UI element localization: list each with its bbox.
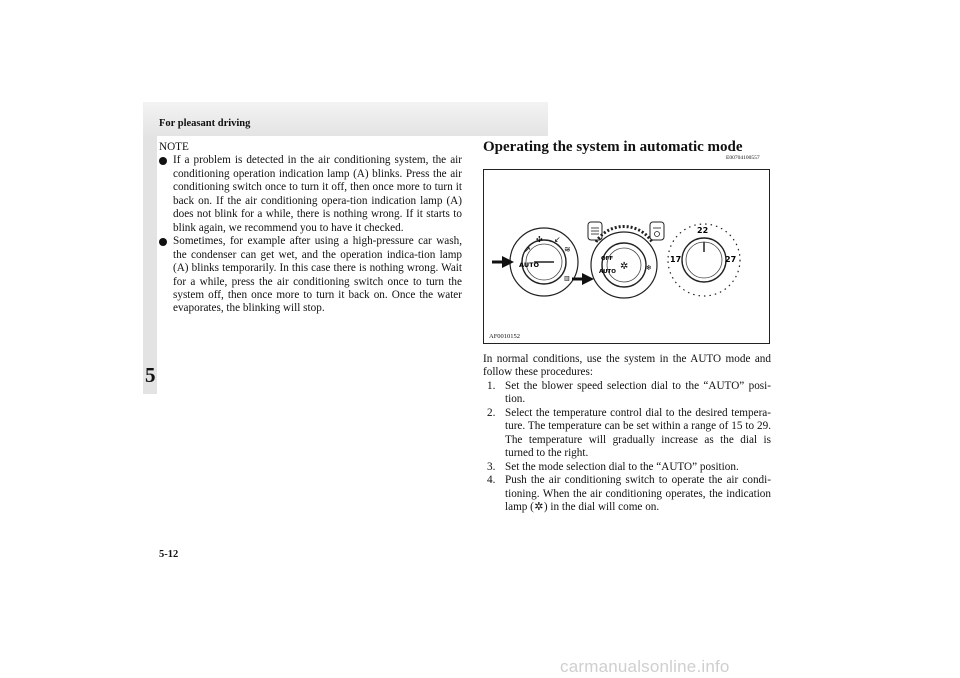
figure-code: AF0010152 <box>489 333 521 340</box>
step-text: Set the blower speed selection dial to the “AUTO” posi-tion. <box>505 379 771 406</box>
step-number: 1. <box>487 379 496 392</box>
chapter-number: 5 <box>145 363 156 387</box>
procedure-step <box>483 380 771 407</box>
procedure-steps <box>483 380 771 515</box>
page-number: 5-12 <box>159 549 179 560</box>
intro-text: In normal conditions, use the system in the AUTO mode and follow these procedures: <box>483 353 771 379</box>
section-title: Operating the system in automatic mode <box>483 139 743 155</box>
procedure-block <box>483 353 771 514</box>
recirculation-button <box>650 222 664 240</box>
climate-control-illustration <box>484 170 769 343</box>
section-code: E00704100557 <box>726 155 760 161</box>
blower-speed-dial <box>492 228 578 296</box>
rear-defrost-button <box>588 222 602 240</box>
note-item <box>159 154 462 235</box>
ac-lamp-icon: ✲ <box>534 500 544 513</box>
step-number: 4. <box>487 474 496 487</box>
svg-text:❄: ❄ <box>646 264 652 272</box>
step-text: Push the air conditioning switch to operate the air condi-tioning. When the air conditioning operates, the indication lamp ( <box>505 474 771 513</box>
svg-text:▥: ▥ <box>564 275 570 282</box>
bullet-icon <box>159 238 167 246</box>
running-header: For pleasant driving <box>159 118 251 129</box>
step-text: Set the mode selection dial to the “AUTO” position. <box>505 460 739 473</box>
svg-text:≋: ≋ <box>564 245 571 254</box>
step-number: 3. <box>487 460 496 473</box>
svg-text:✣: ✣ <box>536 235 543 244</box>
note-item <box>159 235 462 316</box>
ac-lamp-icon: ✲ <box>620 261 629 272</box>
procedure-step <box>483 407 771 461</box>
auto-small-label: AUTO <box>599 269 616 275</box>
climate-control-figure <box>483 169 770 344</box>
temperature-dial <box>668 224 740 296</box>
temp-label-27: 27 <box>725 255 737 264</box>
mode-selection-dial <box>572 226 657 298</box>
svg-text:↙: ↙ <box>554 235 561 244</box>
procedure-step <box>483 461 771 474</box>
step-number: 2. <box>487 406 496 419</box>
note-item-text: If a problem is detected in the air conditioning system, the air conditioning operation indication lamp (A) blinks. Press the air conditioning switch once to turn it off, then once more to turn it back on. If the air conditioning opera-tion indication lamp (A) does not blink for a while, there is nothing wrong. If it starts to blink again, we recommend you to have it checked. <box>173 154 462 234</box>
note-block <box>159 141 462 316</box>
step-text: Select the temperature control dial to the desired tempera-ture. The temperature can be set within a range of 15 to 29. The temperature will gradually increase as the dial is turned to the right. <box>505 406 771 460</box>
off-label: OFF <box>601 256 614 262</box>
temp-label-17: 17 <box>670 255 682 264</box>
auto-label: AUTO <box>519 261 540 269</box>
watermark: carmanualsonline.info <box>560 657 730 676</box>
chapter-side-band <box>143 136 157 394</box>
svg-text:↗: ↗ <box>524 245 531 254</box>
temp-label-22: 22 <box>697 226 709 235</box>
procedure-step <box>483 474 771 514</box>
note-label: NOTE <box>159 141 189 153</box>
section-header <box>483 139 771 156</box>
bullet-icon <box>159 157 167 165</box>
step-text-after: ) in the dial will come on. <box>543 500 660 513</box>
note-item-text: Sometimes, for example after using a high-pressure car wash, the condenser can get wet, and the operation indica-tion lamp (A) blinks temporarily. In this case there is nothing wrong. Wait for a while, press the air conditioning switch once to turn the system off, then once more to turn it back on. Once the water evaporates, the blinking will stop. <box>173 235 462 315</box>
